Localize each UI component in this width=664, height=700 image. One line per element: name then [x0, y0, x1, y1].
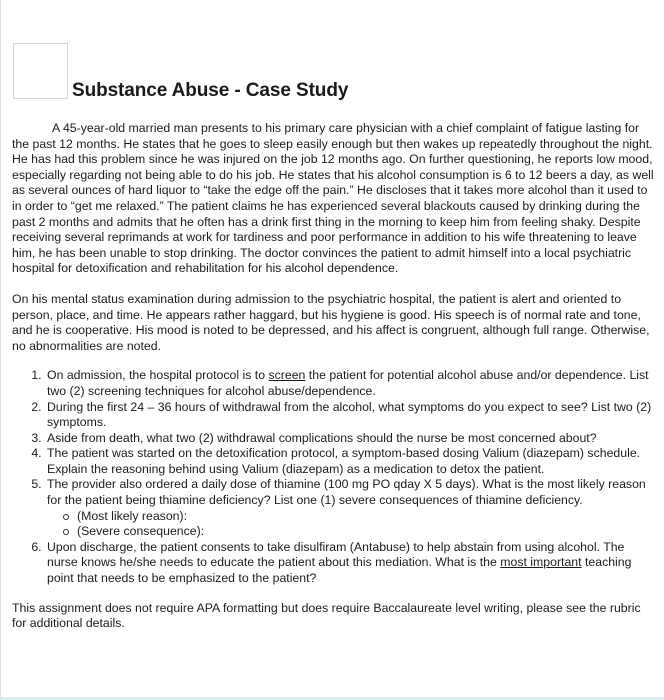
question-5-sub-consequence: (Severe consequence):	[63, 524, 654, 540]
question-3: 3. Aside from death, what two (2) withdrawal complications should the nurse be most concerned about?	[45, 431, 654, 447]
image-placeholder	[13, 43, 68, 99]
question-1	[45, 368, 654, 399]
question-5-sub-reason: (Most likely reason):	[63, 509, 654, 525]
question-1-text-b: the patient for potential alcohol abuse and/or dependence. List two (2) screening techniques for alcohol abuse/dependence.	[47, 368, 649, 398]
question-5-sublist	[47, 509, 654, 540]
page-edge	[0, 0, 1, 700]
question-6	[45, 540, 654, 587]
question-6-text-a: Upon discharge, the patient consents to take disulfiram (Antabuse) to help abstain from using alcohol. The nurse knows he/she needs to educate the patient about this mediation. What is the	[47, 539, 625, 570]
page-title: Substance Abuse - Case Study	[72, 80, 349, 101]
closing-note: This assignment does not require APA formatting but does require Baccalaureate level writing, please see the rubric for additional details.	[12, 600, 641, 631]
case-paragraph-1: A 45-year-old married man presents to his primary care physician with a chief complaint of fatigue lasting for the past 12 months. He states that he goes to sleep easily enough but then wakes up repeatedly throughout the night. He has had this problem since he was injured on the job 12 months ago. On further questioning, he reports low mood, especially regarding not being able to do his job. He states that his alcohol consumption is 6 to 12 beers a day, as well as several ounces of hard liquor to “take the edge off the pain.” He discloses that it takes more alcohol than it used to in order to “get me relaxed.” The patient claims he has experienced several blackouts caused by drinking during the past 2 months and admits that he often has a drink first thing in the morning to keep him from feeling shaky. Despite receiving several reprimands at work for tardiness and poor performance in addition to his wife threatening to leave him, he has been unable to stop drinking. The doctor convinces the patient to admit himself into a local psychiatric hospital for detoxification and rehabilitation for his alcohol dependence.	[12, 121, 654, 276]
question-1-text-a: On admission, the hospital protocol is to	[47, 368, 269, 383]
question-5	[45, 477, 654, 539]
question-list	[12, 368, 654, 586]
question-6-text-b: teaching point that needs to be emphasized to the patient?	[47, 555, 632, 586]
question-6-underlined: most important	[500, 555, 582, 570]
question-4: 4. The patient was started on the detoxification protocol, a symptom-based dosing Valium (diazepam) schedule. Explain the reasoning behind using Valium (diazepam) as a medication to detox the patient.	[45, 446, 654, 477]
document-body	[12, 121, 654, 632]
question-2: 2. During the first 24 – 36 hours of withdrawal from the alcohol, what symptoms do you expect to see? List two (2) symptoms.	[45, 400, 654, 431]
case-paragraph-2: On his mental status examination during admission to the psychiatric hospital, the patient is alert and oriented to person, place, and time. He appears rather haggard, but his hygiene is good. His speech is of normal rate and tone, and he is cooperative. His mood is noted to be depressed, and his affect is congruent, although full range. Otherwise, no abnormalities are noted.	[12, 291, 650, 353]
question-5-text: The provider also ordered a daily dose of thiamine (100 mg PO qday X 5 days). What is the most likely reason for the patient being thiamine deficiency? List one (1) severe consequences of thiamine deficiency.	[47, 477, 646, 508]
question-1-underlined: screen	[268, 368, 306, 383]
